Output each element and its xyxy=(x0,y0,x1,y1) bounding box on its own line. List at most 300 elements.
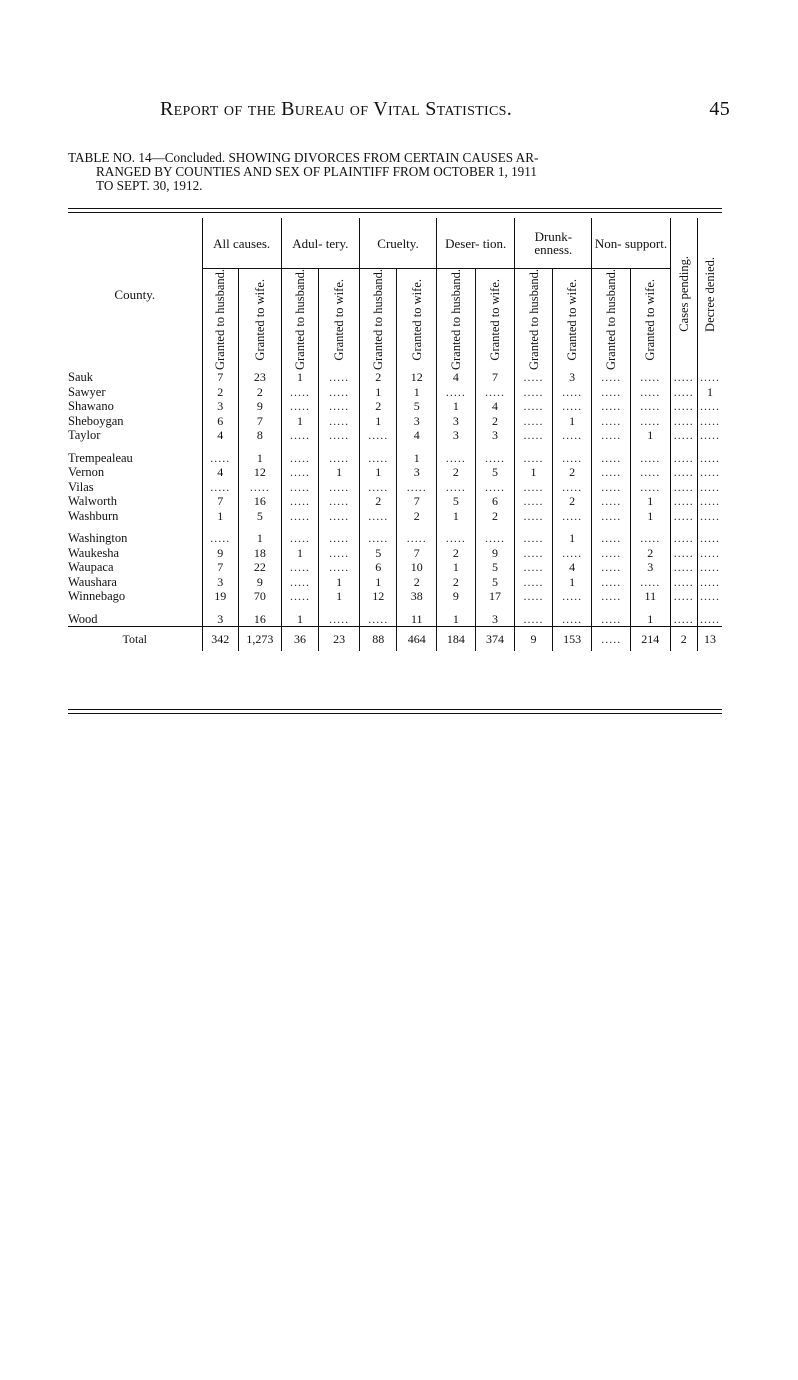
table-cell: ..... xyxy=(281,494,319,509)
table-cell: 1 xyxy=(359,575,397,590)
table-cell: ..... xyxy=(631,465,671,480)
table-cell: 5 xyxy=(239,509,282,524)
table-cell: ..... xyxy=(359,509,397,524)
table-cell: ..... xyxy=(359,531,397,546)
table-cell: ..... xyxy=(592,531,631,546)
table-cell: ..... xyxy=(397,531,437,546)
table-cell: 2 xyxy=(239,385,282,400)
top-rule-2 xyxy=(68,212,722,213)
table-cell: ..... xyxy=(670,612,697,627)
table-cell: 1 xyxy=(631,612,671,627)
table-cell: 11 xyxy=(631,589,671,604)
table-cell: 1 xyxy=(437,612,476,627)
table-cell: 6 xyxy=(359,560,397,575)
table-cell: ..... xyxy=(475,480,515,495)
table-cell: 70 xyxy=(239,589,282,604)
table-cell: 4 xyxy=(202,465,239,480)
county-name xyxy=(68,509,202,524)
county-name xyxy=(68,370,202,385)
table-cell: 3 xyxy=(437,414,476,429)
table-row xyxy=(68,414,722,429)
sub-header-label: Granted to husband. xyxy=(213,269,228,371)
page-number: 45 xyxy=(709,98,730,120)
table-cell: ..... xyxy=(319,494,360,509)
table-cell: 11 xyxy=(397,612,437,627)
table-cell: 1 xyxy=(359,465,397,480)
table-cell: ..... xyxy=(670,399,697,414)
running-head xyxy=(160,98,730,121)
table-cell: 16 xyxy=(239,494,282,509)
table-cell: ..... xyxy=(515,385,553,400)
table-cell: 3 xyxy=(437,428,476,443)
county-name xyxy=(68,560,202,575)
county-name xyxy=(68,465,202,480)
table-row xyxy=(68,575,722,590)
table-cell: 2 xyxy=(397,575,437,590)
total-cell: ..... xyxy=(592,627,631,652)
table-cell: ..... xyxy=(698,546,723,561)
sub-header-husband xyxy=(515,269,553,371)
caption-line-2: RANGED BY COUNTIES AND SEX OF PLAINTIFF FROM OCTOBER 1, 1911 xyxy=(96,164,537,179)
table-row xyxy=(68,560,722,575)
total-cell: 9 xyxy=(515,627,553,652)
county-label: Shawano xyxy=(68,399,114,414)
table-row xyxy=(68,370,722,385)
row-gap xyxy=(68,523,722,531)
table-cell: ..... xyxy=(239,480,282,495)
table-cell: 1 xyxy=(359,414,397,429)
table-cell: ..... xyxy=(592,399,631,414)
table-cell: ..... xyxy=(670,546,697,561)
table-cell: ..... xyxy=(698,509,723,524)
table-cell: 1 xyxy=(397,451,437,466)
table-cell: 10 xyxy=(397,560,437,575)
table-cell: 1 xyxy=(437,399,476,414)
table-cell: ..... xyxy=(670,480,697,495)
caption-line-1: TABLE NO. 14—Concluded. SHOWING DIVORCES FROM CERTAIN CAUSES AR- xyxy=(68,150,539,165)
total-cell: 2 xyxy=(670,627,697,652)
table-cell: ..... xyxy=(552,546,592,561)
table-cell: 2 xyxy=(552,465,592,480)
table-cell: ..... xyxy=(670,589,697,604)
table-cell: ..... xyxy=(592,589,631,604)
sub-header-husband xyxy=(437,269,476,371)
table-cell: ..... xyxy=(631,575,671,590)
table-cell: 1 xyxy=(281,612,319,627)
table-cell: 9 xyxy=(239,399,282,414)
table-cell: ..... xyxy=(698,531,723,546)
table-cell: ..... xyxy=(670,509,697,524)
table-cell: ..... xyxy=(592,480,631,495)
table-cell: 1 xyxy=(202,509,239,524)
table-cell: 7 xyxy=(475,370,515,385)
table-row xyxy=(68,480,722,495)
table-cell: ..... xyxy=(281,480,319,495)
county-label: Sawyer xyxy=(68,384,106,399)
table-cell: 12 xyxy=(239,465,282,480)
sub-header-wife xyxy=(239,269,282,371)
sub-header-wife xyxy=(397,269,437,371)
group-header: Non- support. xyxy=(592,218,670,269)
table-cell: 38 xyxy=(397,589,437,604)
county-name xyxy=(68,531,202,546)
table-cell: ..... xyxy=(592,451,631,466)
table-cell: 2 xyxy=(397,509,437,524)
table-cell: 3 xyxy=(202,575,239,590)
table-cell: ..... xyxy=(670,370,697,385)
table-cell: 5 xyxy=(437,494,476,509)
table-cell: 2 xyxy=(631,546,671,561)
table-cell: 4 xyxy=(202,428,239,443)
table-cell: ..... xyxy=(437,385,476,400)
table-cell: ..... xyxy=(670,451,697,466)
sub-header-wife xyxy=(631,269,671,371)
table-cell: 3 xyxy=(552,370,592,385)
table-cell: ..... xyxy=(670,560,697,575)
table-cell: 1 xyxy=(281,546,319,561)
table-cell: 3 xyxy=(397,414,437,429)
table-cell: ..... xyxy=(281,531,319,546)
table-cell: ..... xyxy=(437,531,476,546)
table-cell: ..... xyxy=(631,414,671,429)
table-cell: ..... xyxy=(437,480,476,495)
table-cell: 7 xyxy=(202,494,239,509)
table-cell: ..... xyxy=(281,509,319,524)
county-label: Trempealeau xyxy=(68,450,133,465)
table-cell: 2 xyxy=(359,370,397,385)
table-cell: 4 xyxy=(475,399,515,414)
bottom-rule-2 xyxy=(68,713,722,714)
table-cell: 6 xyxy=(475,494,515,509)
table-row xyxy=(68,494,722,509)
cases-pending-header xyxy=(670,218,697,370)
total-cell: 464 xyxy=(397,627,437,652)
table-cell: ..... xyxy=(592,414,631,429)
county-label: Waushara xyxy=(68,574,117,589)
table-cell: ..... xyxy=(698,612,723,627)
table-cell: 1 xyxy=(319,589,360,604)
table-cell: 3 xyxy=(475,612,515,627)
table-cell: ..... xyxy=(319,509,360,524)
table-cell: 2 xyxy=(359,494,397,509)
table-cell: ..... xyxy=(319,428,360,443)
table-caption xyxy=(68,151,728,193)
table-cell: ..... xyxy=(359,480,397,495)
county-label: Vilas xyxy=(68,479,94,494)
table-cell: 3 xyxy=(202,612,239,627)
county-name xyxy=(68,546,202,561)
table-cell: ..... xyxy=(515,428,553,443)
county-header: County. xyxy=(114,286,156,302)
caption-line-3: TO SEPT. 30, 1912. xyxy=(96,178,203,193)
group-header: Cruelty. xyxy=(359,218,436,269)
table-cell: ..... xyxy=(592,465,631,480)
county-label: Washburn xyxy=(68,508,119,523)
table-cell: ..... xyxy=(592,385,631,400)
decree-denied-header xyxy=(698,218,723,370)
sub-header-husband xyxy=(592,269,631,371)
table-cell: 12 xyxy=(397,370,437,385)
table-cell: 18 xyxy=(239,546,282,561)
total-cell: 374 xyxy=(475,627,515,652)
table-cell: ..... xyxy=(319,560,360,575)
county-name xyxy=(68,414,202,429)
table-cell: ..... xyxy=(281,589,319,604)
table-cell: ..... xyxy=(319,370,360,385)
table-cell: ..... xyxy=(552,399,592,414)
table-cell: ..... xyxy=(552,509,592,524)
sub-header-label: Granted to wife. xyxy=(332,278,347,361)
sub-header-wife xyxy=(475,269,515,371)
table-cell: 16 xyxy=(239,612,282,627)
sub-header-wife xyxy=(319,269,360,371)
table-cell: 3 xyxy=(631,560,671,575)
table-cell: 9 xyxy=(475,546,515,561)
table-cell: 5 xyxy=(475,465,515,480)
county-label: Waukesha xyxy=(68,545,120,560)
table-cell: ..... xyxy=(592,494,631,509)
county-label: Waupaca xyxy=(68,560,114,575)
table-cell: 1 xyxy=(552,414,592,429)
table-cell: 3 xyxy=(397,465,437,480)
total-cell: 23 xyxy=(319,627,360,652)
county-name xyxy=(68,385,202,400)
table-cell: 2 xyxy=(475,414,515,429)
table-cell: ..... xyxy=(698,414,723,429)
table-cell: 1 xyxy=(397,385,437,400)
county-name xyxy=(68,399,202,414)
table-row xyxy=(68,589,722,604)
table-cell: 1 xyxy=(552,575,592,590)
sub-header-label: Granted to husband. xyxy=(604,269,619,371)
table-cell: ..... xyxy=(515,531,553,546)
table-cell: 1 xyxy=(437,560,476,575)
table-cell: ..... xyxy=(515,575,553,590)
sub-header-husband xyxy=(202,269,239,371)
table-cell: 9 xyxy=(202,546,239,561)
table-cell: ..... xyxy=(515,370,553,385)
table-cell: ..... xyxy=(202,480,239,495)
table-cell: 4 xyxy=(437,370,476,385)
table-cell: 7 xyxy=(202,560,239,575)
table-cell: ..... xyxy=(319,480,360,495)
table-cell: ..... xyxy=(592,560,631,575)
table-cell: ..... xyxy=(515,546,553,561)
table-cell: ..... xyxy=(515,451,553,466)
table-cell: ..... xyxy=(592,509,631,524)
table-cell: 1 xyxy=(631,509,671,524)
table-cell: ..... xyxy=(698,428,723,443)
county-name xyxy=(68,428,202,443)
table-cell: 1 xyxy=(281,414,319,429)
table-cell: 12 xyxy=(359,589,397,604)
total-cell: 342 xyxy=(202,627,239,652)
table-cell: ..... xyxy=(397,480,437,495)
county-label: Walworth xyxy=(68,494,117,509)
table-cell: ..... xyxy=(698,399,723,414)
table-row xyxy=(68,428,722,443)
table-cell: 4 xyxy=(552,560,592,575)
table-cell: 5 xyxy=(475,575,515,590)
sub-header-label: Granted to husband. xyxy=(526,269,541,371)
table-cell: ..... xyxy=(698,575,723,590)
table-cell: 7 xyxy=(239,414,282,429)
table-cell: 2 xyxy=(475,509,515,524)
divorce-table xyxy=(68,218,722,651)
table-cell: ..... xyxy=(281,451,319,466)
sub-header-label: Granted to wife. xyxy=(643,278,658,361)
county-name xyxy=(68,494,202,509)
total-cell: 1,273 xyxy=(239,627,282,652)
table-cell: ..... xyxy=(475,385,515,400)
top-rule-1 xyxy=(68,208,722,209)
county-label: Wood xyxy=(68,611,98,626)
total-row xyxy=(68,627,722,652)
table-cell: 9 xyxy=(437,589,476,604)
county-label: Winnebago xyxy=(68,589,126,604)
total-cell: 36 xyxy=(281,627,319,652)
county-name xyxy=(68,480,202,495)
table-cell: 5 xyxy=(475,560,515,575)
table-cell: ..... xyxy=(631,480,671,495)
table-cell: ..... xyxy=(281,428,319,443)
table-cell: 1 xyxy=(239,531,282,546)
table-cell: ..... xyxy=(698,494,723,509)
table-row xyxy=(68,451,722,466)
table-cell: ..... xyxy=(475,451,515,466)
county-label: Sauk xyxy=(68,370,93,385)
county-label: Washington xyxy=(68,531,128,546)
cases-pending-label: Cases pending. xyxy=(676,256,691,332)
table-cell: 17 xyxy=(475,589,515,604)
table-cell: 2 xyxy=(437,465,476,480)
total-cell: 184 xyxy=(437,627,476,652)
group-header: Drunk- enness. xyxy=(515,218,592,269)
table-cell: ..... xyxy=(281,399,319,414)
table-cell: ..... xyxy=(698,451,723,466)
county-name xyxy=(68,589,202,604)
table-cell: 1 xyxy=(319,575,360,590)
table-cell: ..... xyxy=(592,428,631,443)
table-cell: 1 xyxy=(239,451,282,466)
table-cell: ..... xyxy=(319,531,360,546)
county-label: Sheboygan xyxy=(68,413,124,428)
sub-header-label: Granted to wife. xyxy=(487,278,502,361)
table-cell: ..... xyxy=(698,560,723,575)
county-label: Vernon xyxy=(68,465,105,480)
table-cell: 8 xyxy=(239,428,282,443)
total-cell: 153 xyxy=(552,627,592,652)
bottom-rule-1 xyxy=(68,709,722,710)
county-name xyxy=(68,612,202,627)
table-cell: ..... xyxy=(670,428,697,443)
group-header: All causes. xyxy=(202,218,281,269)
table-cell: 2 xyxy=(359,399,397,414)
total-cell: 88 xyxy=(359,627,397,652)
table-cell: ..... xyxy=(698,589,723,604)
table-cell: 1 xyxy=(319,465,360,480)
sub-header-label: Granted to wife. xyxy=(565,278,580,361)
table-cell: 3 xyxy=(202,399,239,414)
table-cell: ..... xyxy=(319,414,360,429)
table-cell: 9 xyxy=(239,575,282,590)
table-cell: ..... xyxy=(552,428,592,443)
table-cell: ..... xyxy=(281,560,319,575)
total-label: Total xyxy=(68,627,202,652)
table-cell: 1 xyxy=(359,385,397,400)
table-cell: ..... xyxy=(552,451,592,466)
table-cell: ..... xyxy=(592,546,631,561)
table-cell: 1 xyxy=(631,494,671,509)
table-cell: ..... xyxy=(515,560,553,575)
table-cell: ..... xyxy=(592,575,631,590)
sub-header-label: Granted to husband. xyxy=(448,269,463,371)
table-cell: 19 xyxy=(202,589,239,604)
table-row xyxy=(68,546,722,561)
table-cell: 7 xyxy=(397,494,437,509)
total-cell: 13 xyxy=(698,627,723,652)
table-cell: 3 xyxy=(475,428,515,443)
table-cell: ..... xyxy=(515,480,553,495)
table-cell: ..... xyxy=(631,385,671,400)
table-cell: 1 xyxy=(515,465,553,480)
table-cell: ..... xyxy=(631,531,671,546)
table-cell: ..... xyxy=(631,370,671,385)
table-cell: ..... xyxy=(698,370,723,385)
county-label: Taylor xyxy=(68,428,101,443)
row-gap xyxy=(68,443,722,451)
table-cell: ..... xyxy=(359,612,397,627)
table-cell: 23 xyxy=(239,370,282,385)
table-cell: ..... xyxy=(698,480,723,495)
table-cell: ..... xyxy=(552,385,592,400)
table-cell: ..... xyxy=(202,531,239,546)
table-cell: ..... xyxy=(319,385,360,400)
sub-header-husband xyxy=(281,269,319,371)
table-cell: 1 xyxy=(631,428,671,443)
table-cell: ..... xyxy=(437,451,476,466)
table-cell: ..... xyxy=(670,531,697,546)
table-cell: ..... xyxy=(281,385,319,400)
table-cell: ..... xyxy=(515,414,553,429)
table-cell: ..... xyxy=(319,546,360,561)
county-name xyxy=(68,575,202,590)
table-cell: 5 xyxy=(397,399,437,414)
table-cell: 1 xyxy=(437,509,476,524)
table-row xyxy=(68,612,722,627)
sub-header-label: Granted to husband. xyxy=(293,269,308,371)
sub-header-label: Granted to husband. xyxy=(371,269,386,371)
table-cell: ..... xyxy=(515,494,553,509)
group-header: Deser- tion. xyxy=(437,218,515,269)
table-cell: ..... xyxy=(319,451,360,466)
table-cell: ..... xyxy=(281,465,319,480)
table-cell: ..... xyxy=(670,414,697,429)
table-cell: 4 xyxy=(397,428,437,443)
table-cell: ..... xyxy=(592,370,631,385)
sub-header-label: Granted to wife. xyxy=(409,278,424,361)
table-row xyxy=(68,399,722,414)
table-cell: ..... xyxy=(670,385,697,400)
table-cell: ..... xyxy=(515,509,553,524)
table-cell: 1 xyxy=(698,385,723,400)
table-row xyxy=(68,509,722,524)
total-cell: 214 xyxy=(631,627,671,652)
table-cell: 2 xyxy=(552,494,592,509)
table-cell: 22 xyxy=(239,560,282,575)
table-cell: ..... xyxy=(552,480,592,495)
table-cell: 2 xyxy=(437,575,476,590)
